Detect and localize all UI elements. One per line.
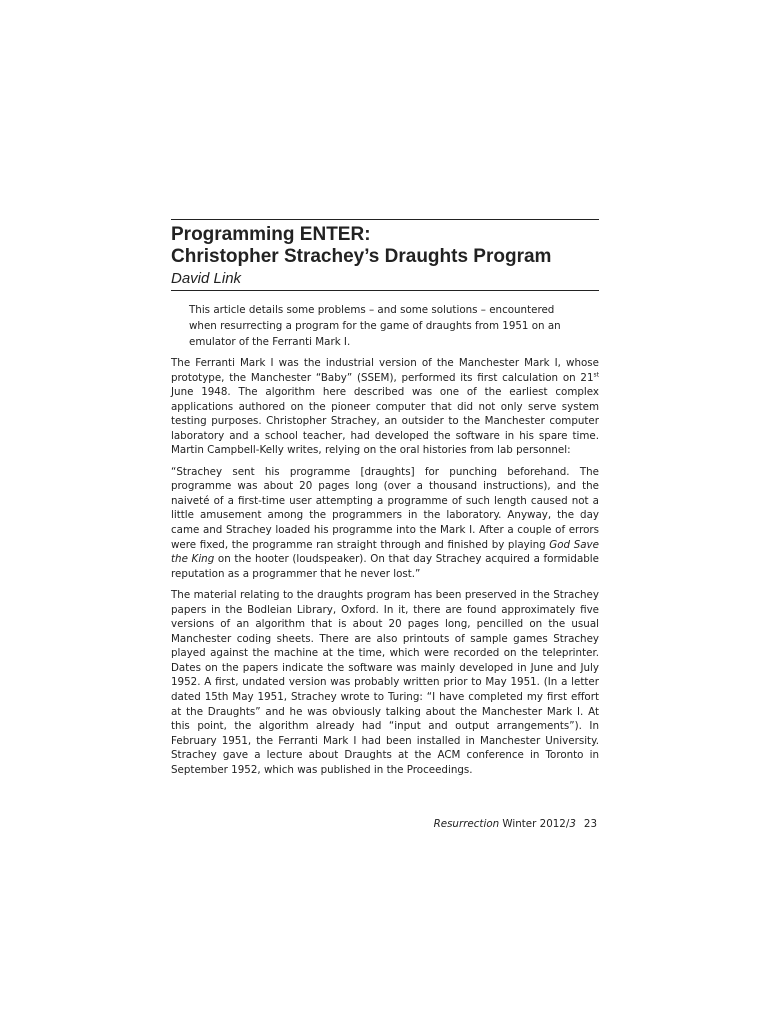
paragraph-3: The material relating to the draughts program has been preserved in the Strachey papers in the Bodleian Library, Oxford. In it, there are found approximately five versions of an algorithm that is about 20 pages long, pencilled on the usual Manchester coding sheets. There are also printouts of sample games Strachey played against the machine at the time, which were recorded on the teleprinter. Dates on the papers indicate the software was mainly developed in June and July 1952. A first, undated version was probably written prior to May 1951. (In a letter dated 15th May 1951, Strachey wrote to Turing: “I have completed my first effort at the Draughts” and he was obviously talking about the Manchester Mark I. At this point, the algorithm already had “input and output arrangements”). In February 1951, the Ferranti Mark I had been installed in Manchester University. Strachey gave a lecture about Draughts at the ACM conference in Toronto in September 1952, which was published in the Proceedings.: [171, 589, 599, 776]
article: [171, 219, 599, 784]
quote-text-b: on the hooter (loudspeaker). On that day Strachey acquired a formidable reputation as a programmer that he never lost.”: [171, 553, 599, 580]
page-footer: [171, 817, 597, 831]
title-line-1: Programming ENTER:: [171, 224, 371, 245]
paragraph-1-text-a: The Ferranti Mark I was the industrial version of the Manchester Mark I, whose prototype, the Manchester “Baby” (SSEM), performed its first calculation on 21: [171, 357, 599, 384]
author-name: David Link: [171, 270, 242, 287]
abstract: This article details some problems – and some solutions – encountered when resurrecting a program for the game of draughts from 1951 on an emulator of the Ferranti Mark I.: [189, 304, 561, 348]
paragraph-1-text-b: June 1948. The algorithm here described was one of the earliest complex applications authored on the pioneer computer that did not only serve system testing purposes. Christopher Strachey, an outsider to the Manchester computer laboratory and a school teacher, had developed the software in his spare time. Martin Campbell-Kelly writes, relying on the oral histories from lab personnel:: [171, 386, 599, 457]
quote-song-title: God Save the King: [171, 538, 599, 566]
issue-number: 3: [569, 818, 576, 830]
journal-name: Resurrection: [433, 818, 500, 830]
title-line-2: Christopher Strachey’s Draughts Program: [171, 246, 552, 267]
ordinal-suffix: st: [593, 371, 599, 379]
page-number: 23: [583, 818, 597, 830]
paragraph-1: [171, 356, 599, 458]
article-title: [171, 224, 599, 268]
quote-paragraph: [171, 465, 599, 581]
issue-text: Winter 2012/: [499, 818, 570, 830]
title-bottom-rule: [171, 290, 599, 291]
quote-text-a: “Strachey sent his programme [draughts] for punching beforehand. The programme was about 20 pages long (over a thousand instructions), and the naiveté of a first-time user attempting a programme of such length caused not a little amusement among the programmers in the laboratory. Anyway, the day came and Strachey loaded his programme into the Mark I. After a couple of errors were fixed, the programme ran straight through and finished by playing: [171, 465, 599, 551]
title-top-rule: [171, 219, 599, 220]
